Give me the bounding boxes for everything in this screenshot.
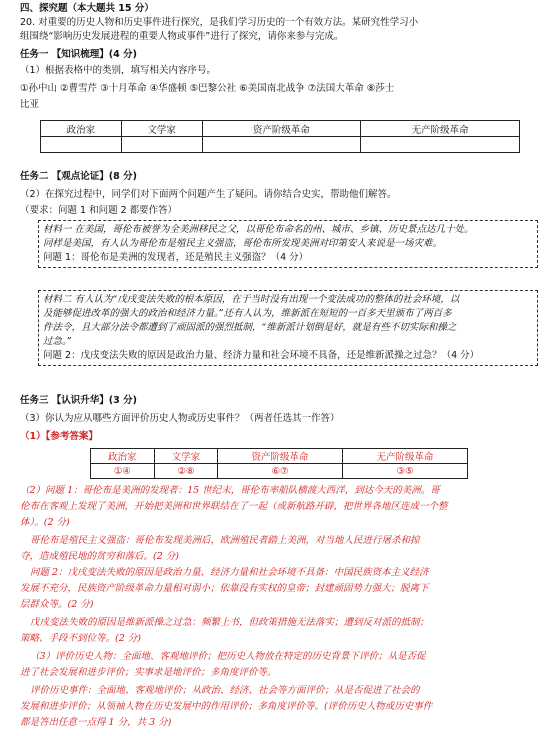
task1-answer-cell[interactable]: [361, 137, 520, 153]
material2-box: [38, 290, 538, 366]
task1-header-bourgeois: 资产阶级革命: [202, 121, 361, 137]
answer-line-15: 都是答出任意一点得 1 分，共 3 分): [20, 717, 172, 728]
task1-options-line-1: ①孙中山 ②曹雪芹 ③十月革命 ④华盛顿 ⑤巴黎公社 ⑥美国南北战争 ⑦法国大革命 ⑧莎士: [20, 83, 395, 94]
answer-line-5: 夺，造成殖民地的贫穷和落后。(2 分): [20, 551, 179, 562]
material1-box: [38, 220, 538, 268]
q20-intro-line-1: 20. 对重要的历史人物和历史事件进行探究，是我们学习历史的一个有效方法。某研究性学习小: [20, 17, 419, 28]
answer-line-10: 策略、手段不到位等。(2 分): [20, 633, 141, 644]
task3-question: （3）你认为应从哪些方面评价历史人物或历史事件？（两者任选其一作答）: [20, 413, 340, 424]
answer-line-9: 戊戌变法失败的原因是维新派操之过急：频繁上书，但政策措施无法落实；遭到反对派的抵制；: [30, 617, 430, 628]
task1-answer-cell[interactable]: [41, 137, 122, 153]
answer-line-3: 体）。(2 分): [20, 517, 70, 528]
answer-header-proletarian: 无产阶级革命: [343, 449, 468, 464]
task1-answer-cell[interactable]: [202, 137, 361, 153]
answer-line-4: 哥伦布是殖民主义强盗：哥伦布发现美洲后，欧洲殖民者踏上美洲，对当地人民进行屠杀和掠: [30, 535, 420, 546]
answer-value-writer: ②⑧: [154, 464, 218, 479]
material2-line-1: 材料二 有人认为“戊戌变法失败的根本原因，在于当时没有出现一个变法成功的整体的社会环境，以: [43, 294, 460, 305]
task3-title: 任务三 【认识升华】(3 分): [20, 395, 137, 406]
answer-line-1: （2）问题 1：哥伦布是美洲的发现者：15 世纪末，哥伦布率船队横渡大西洋，到达今天的美洲。哥: [20, 485, 440, 496]
question2: 问题 2：戊戌变法失败的原因是政治力量、经济力量和社会环境不具备，还是维新派操之过急？（4 分）: [43, 350, 480, 361]
answer-line-2: 伦布在客观上发现了美洲，开始把美洲和世界联结在了一起（或新航路开辟，把世界各地区连成一个整: [20, 501, 448, 512]
answer-header-bourgeois: 资产阶级革命: [218, 449, 343, 464]
task1-options-line-2: 比亚: [20, 99, 40, 110]
answer-value-bourgeois: ⑥⑦: [218, 464, 343, 479]
task1-title: 任务一 【知识梳理】(4 分): [20, 49, 137, 60]
material2-line-2: 及能够促进改革的强大的政治和经济力量。”还有人认为，维新派在短短的一百多天里颁布了两百多: [43, 308, 452, 319]
answer-line-6: 问题 2：戊戌变法失败的原因是政治力量、经济力量和社会环境不具备：中国民族资本主义经济: [30, 567, 429, 578]
task1-table: [40, 120, 520, 153]
answer-line-11: （3）评价历史人物：全面地、客观地评价；把历史人物放在特定的历史背景下评价；从是否促: [30, 651, 426, 662]
q20-intro-line-2: 组围绕“影响历史发展进程的重要人物或事件”进行了探究，请你来参与完成。: [20, 31, 344, 42]
material2-line-3: 件法令，且大部分法令都遭到了顽固派的强烈抵制，“维新派计划倒是好，就是有些不切实际和操之: [43, 322, 457, 333]
answer-value-politician: ①④: [91, 464, 155, 479]
answer-line-14: 发展和进步评价；从领袖人物在历史发展中的作用评价；多角度评价等。(评价历史人物或历史事件: [20, 701, 433, 712]
task1-instruction: （1）根据表格中的类别，填写相关内容序号。: [20, 65, 217, 76]
task1-header-writer: 文学家: [121, 121, 202, 137]
section-header: 四、探究题（本大题共 15 分）: [20, 3, 154, 14]
task1-header-politician: 政治家: [41, 121, 122, 137]
answer-table: [90, 448, 468, 479]
task1-header-proletarian: 无产阶级革命: [361, 121, 520, 137]
task2-requirement: （要求：问题 1 和问题 2 都要作答）: [20, 205, 178, 216]
answer-header-writer: 文学家: [154, 449, 218, 464]
answer-line-8: 层群众等。(2 分): [20, 599, 94, 610]
task2-instruction: （2）在探究过程中，同学们对下面两个问题产生了疑问。请你结合史实，帮助他们解答。: [20, 189, 397, 200]
task1-answer-cell[interactable]: [121, 137, 202, 153]
answer-line-12: 进了社会发展和进步评价；实事求是地评价；多角度评价等。: [20, 667, 277, 678]
material1-line-1: 材料一 在美国，哥伦布被誉为全美洲移民之父，以哥伦布命名的州、城市、乡镇、历史景点达几十处。: [43, 224, 474, 235]
answer-line-7: 发展不充分，民族资产阶级革命力量相对弱小；依靠没有实权的皇帝；封建顽固势力强大；脱离下: [20, 583, 429, 594]
answer-value-proletarian: ③⑤: [343, 464, 468, 479]
answer-line-13: 评价历史事件：全面地、客观地评价；从政治、经济、社会等方面评价；从是否促进了社会的: [30, 685, 420, 696]
task2-title: 任务二 【观点论证】(8 分): [20, 171, 137, 182]
material1-line-2: 同样是美国，有人认为哥伦布是殖民主义强盗，哥伦布所发现美洲对印第安人来说是一场灾难。: [43, 238, 443, 249]
answer-header-politician: 政治家: [91, 449, 155, 464]
question1: 问题 1：哥伦布是美洲的发现者，还是殖民主义强盗？（4 分）: [43, 252, 309, 263]
answer-label: （1）【参考答案】: [20, 431, 98, 442]
material2-line-4: 过急。”: [43, 336, 72, 347]
